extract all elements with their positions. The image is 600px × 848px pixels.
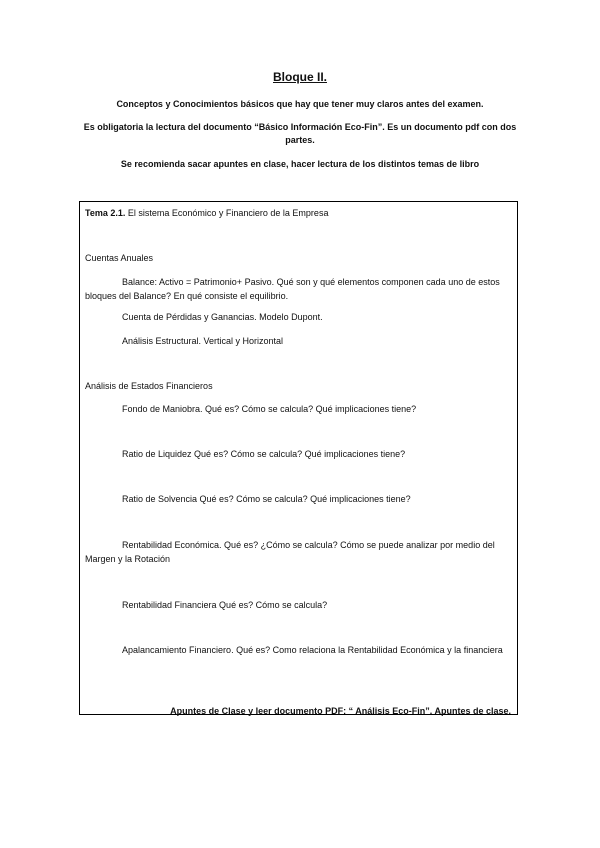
intro-line-3: Se recomienda sacar apuntes en clase, hacer lectura de los distintos temas de libro — [120, 159, 480, 169]
rentabilidad-economica-item: Rentabilidad Económica. Qué es? ¿Cómo se calcula? Cómo se puede analizar por medio del Margen y la Rotación — [85, 540, 495, 564]
apalancamiento-item: Apalancamiento Financiero. Qué es? Como relaciona la Rentabilidad Económica y la financiera — [122, 645, 503, 655]
content-box — [79, 201, 518, 715]
intro-line-1: Conceptos y Conocimientos básicos que hay que tener muy claros antes del examen. — [116, 99, 484, 109]
tema-number: Tema 2.1. — [85, 208, 126, 218]
cuentas-heading: Cuentas Anuales — [85, 253, 154, 263]
intro-line-2: Es obligatoria la lectura del documento “Básico Información Eco-Fin”. Es un documento pdf con dos partes. — [83, 122, 517, 145]
analisis-estructural-item: Análisis Estructural. Vertical y Horizontal — [122, 336, 284, 346]
ratio-liquidez-item: Ratio de Liquidez Qué es? Cómo se calcula? Qué implicaciones tiene? — [122, 449, 406, 459]
ratio-solvencia-item: Ratio de Solvencia Qué es? Cómo se calcula? Qué implicaciones tiene? — [122, 494, 411, 504]
cuenta-pyg-item: Cuenta de Pérdidas y Ganancias. Modelo Dupont. — [122, 312, 323, 322]
footer-note: Apuntes de Clase y leer documento PDF: “ Análisis Eco-Fin”. Apuntes de clase. — [170, 706, 511, 716]
fondo-maniobra-item: Fondo de Maniobra. Qué es? Cómo se calcula? Qué implicaciones tiene? — [122, 404, 417, 414]
page-title: Bloque II. — [273, 70, 327, 84]
tema-heading — [85, 206, 328, 220]
analisis-heading: Análisis de Estados Financieros — [85, 381, 213, 391]
balance-item: Balance: Activo = Patrimonio+ Pasivo. Qué son y qué elementos componen cada uno de estos bloques del Balance? En qué consiste el equilibrio. — [85, 277, 500, 301]
tema-title: El sistema Económico y Financiero de la Empresa — [125, 208, 329, 218]
rentabilidad-financiera-item: Rentabilidad Financiera Qué es? Cómo se calcula? — [122, 600, 328, 610]
